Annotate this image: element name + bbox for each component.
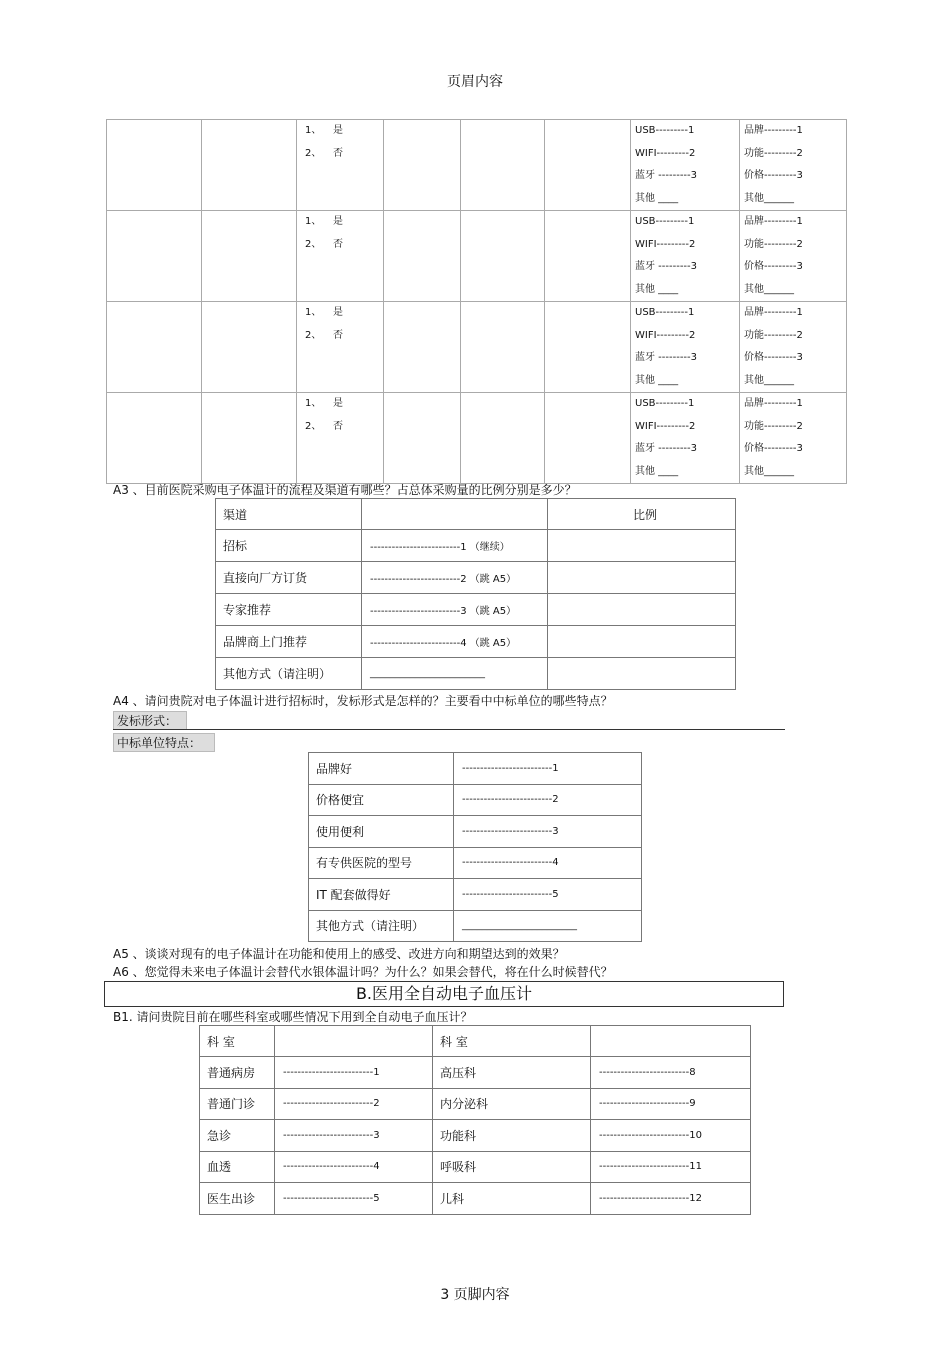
header-code — [362, 499, 548, 530]
channel-table — [215, 498, 736, 690]
table-row — [309, 753, 642, 785]
factor-option: 功能---------2 — [744, 420, 803, 432]
department-code: -------------------------11 — [591, 1151, 751, 1183]
feature-code: _______________________ — [454, 910, 642, 942]
table-cell — [461, 211, 545, 302]
department-code: -------------------------12 — [591, 1183, 751, 1215]
table-row — [107, 302, 847, 393]
yes-no-option — [297, 120, 383, 143]
table-row — [200, 1183, 751, 1215]
yes-no-option — [297, 234, 383, 257]
factor-cell — [740, 120, 847, 211]
yes-no-option — [297, 325, 383, 348]
table-cell — [107, 211, 202, 302]
department-code: -------------------------3 — [275, 1120, 433, 1152]
channel-code: -------------------------4 （跳 A5） — [362, 626, 548, 658]
connection-option: WIFI---------2 — [635, 420, 696, 432]
table-cell — [384, 211, 461, 302]
factor-option: 其他______ — [744, 374, 794, 386]
table-row — [200, 1057, 751, 1089]
connection-option: 其他 ____ — [635, 192, 679, 204]
table-cell — [202, 302, 297, 393]
header-dept-right: 科 室 — [433, 1026, 591, 1057]
department-name: 急诊 — [200, 1120, 275, 1152]
table-row — [216, 594, 736, 626]
factor-option: 功能---------2 — [744, 329, 803, 341]
factor-option: 品牌---------1 — [744, 307, 803, 318]
connection-option: 蓝牙 ---------3 — [635, 443, 698, 454]
table-row — [216, 626, 736, 658]
channel-ratio — [548, 562, 736, 594]
yes-no-cell — [297, 211, 384, 302]
channel-name: 直接向厂方订货 — [216, 562, 362, 594]
table-cell — [107, 393, 202, 484]
question-a4: A4 、请问贵院对电子体温计进行招标时，发标形式是怎样的？主要看中中标单位的哪些特点？ — [113, 694, 613, 708]
channel-name: 专家推荐 — [216, 594, 362, 626]
table-cell — [202, 211, 297, 302]
feature-code: -------------------------1 — [454, 753, 642, 785]
connection-option: USB---------1 — [635, 398, 695, 409]
factor-option: 价格---------3 — [744, 261, 803, 272]
factor-cell — [740, 211, 847, 302]
yes-no-option — [297, 143, 383, 166]
feature-name: 价格便宜 — [309, 784, 454, 816]
table-row — [309, 879, 642, 911]
table-cell — [202, 393, 297, 484]
features-table — [308, 752, 642, 942]
feature-name: IT 配套做得好 — [309, 879, 454, 911]
table-row — [200, 1120, 751, 1152]
table-cell — [107, 120, 202, 211]
table-cell — [384, 120, 461, 211]
yes-no-option — [297, 393, 383, 416]
table-row — [309, 847, 642, 879]
factor-option: 价格---------3 — [744, 443, 803, 454]
factor-option: 其他______ — [744, 192, 794, 204]
option-text: 否 — [333, 329, 343, 341]
option-number: 1、 — [305, 398, 322, 409]
feature-code: -------------------------5 — [454, 879, 642, 911]
department-name: 儿科 — [433, 1183, 591, 1215]
option-number: 2、 — [305, 420, 322, 432]
header-blank-right — [591, 1026, 751, 1057]
yes-no-option — [297, 416, 383, 439]
page-footer: 3 页脚内容 — [440, 1287, 510, 1303]
feature-name: 有专供医院的型号 — [309, 847, 454, 879]
feature-name: 使用便利 — [309, 816, 454, 848]
question-a5: A5 、谈谈对现有的电子体温计在功能和使用上的感受、改进方向和期望达到的效果？ — [113, 947, 565, 961]
table-cell — [545, 211, 631, 302]
table-row — [107, 393, 847, 484]
feature-code: -------------------------4 — [454, 847, 642, 879]
option-text: 否 — [333, 420, 343, 432]
option-number: 2、 — [305, 147, 322, 159]
department-code: -------------------------9 — [591, 1088, 751, 1120]
option-number: 2、 — [305, 329, 322, 341]
table-cell — [545, 393, 631, 484]
factor-option: 其他______ — [744, 465, 794, 477]
table-row — [216, 658, 736, 690]
factor-cell — [740, 302, 847, 393]
page-header: 页眉内容 — [447, 74, 503, 90]
connection-cell — [631, 120, 740, 211]
option-number: 1、 — [305, 125, 322, 136]
department-name: 医生出诊 — [200, 1183, 275, 1215]
table-cell — [384, 302, 461, 393]
channel-name: 招标 — [216, 530, 362, 562]
option-text: 是 — [333, 398, 343, 409]
factor-option: 功能---------2 — [744, 147, 803, 159]
factor-option: 品牌---------1 — [744, 125, 803, 136]
feature-code: -------------------------2 — [454, 784, 642, 816]
table-row — [216, 562, 736, 594]
yes-no-cell — [297, 393, 384, 484]
department-name: 普通门诊 — [200, 1088, 275, 1120]
factor-option: 功能---------2 — [744, 238, 803, 250]
connection-option: 其他 ____ — [635, 283, 679, 295]
yes-no-option — [297, 302, 383, 325]
connection-option: USB---------1 — [635, 125, 695, 136]
option-text: 否 — [333, 238, 343, 250]
channel-code: _______________________ — [362, 658, 548, 690]
connection-cell — [631, 211, 740, 302]
factor-option: 其他______ — [744, 283, 794, 295]
option-number: 1、 — [305, 307, 322, 318]
question-a6: A6 、您觉得未来电子体温计会替代水银体温计吗？为什么？如果会替代，将在什么时候替代？ — [113, 965, 613, 979]
connection-option: WIFI---------2 — [635, 238, 696, 250]
header-blank-left — [275, 1026, 433, 1057]
channel-code: -------------------------3 （跳 A5） — [362, 594, 548, 626]
header-dept-left: 科 室 — [200, 1026, 275, 1057]
channel-ratio — [548, 626, 736, 658]
department-name: 普通病房 — [200, 1057, 275, 1089]
section-b-title: B.医用全自动电子血压计 — [104, 981, 784, 1007]
table-row — [107, 211, 847, 302]
winner-features-label: 中标单位特点： — [113, 733, 215, 752]
table-cell — [107, 302, 202, 393]
table-row — [200, 1151, 751, 1183]
department-name: 高压科 — [433, 1057, 591, 1089]
table-cell — [545, 302, 631, 393]
channel-name: 其他方式（请注明） — [216, 658, 362, 690]
option-text: 是 — [333, 216, 343, 227]
channel-ratio — [548, 530, 736, 562]
table-row — [216, 530, 736, 562]
department-name: 血透 — [200, 1151, 275, 1183]
connection-cell — [631, 302, 740, 393]
department-code: -------------------------2 — [275, 1088, 433, 1120]
connection-cell — [631, 393, 740, 484]
connection-option: 蓝牙 ---------3 — [635, 170, 698, 181]
table-row — [309, 784, 642, 816]
channel-code: -------------------------2 （跳 A5） — [362, 562, 548, 594]
table-cell — [461, 393, 545, 484]
table-row — [309, 910, 642, 942]
connection-option: WIFI---------2 — [635, 329, 696, 341]
option-text: 是 — [333, 125, 343, 136]
header-ratio: 比例 — [548, 499, 736, 530]
feature-name: 品牌好 — [309, 753, 454, 785]
option-text: 是 — [333, 307, 343, 318]
device-table — [106, 119, 847, 484]
question-b1: B1. 请问贵院目前在哪些科室或哪些情况下用到全自动电子血压计？ — [113, 1010, 473, 1024]
channel-ratio — [548, 594, 736, 626]
table-cell — [461, 120, 545, 211]
table-row — [309, 816, 642, 848]
channel-name: 品牌商上门推荐 — [216, 626, 362, 658]
yes-no-cell — [297, 302, 384, 393]
department-code: -------------------------1 — [275, 1057, 433, 1089]
option-number: 2、 — [305, 238, 322, 250]
channel-ratio — [548, 658, 736, 690]
table-row — [107, 120, 847, 211]
bid-form-line — [113, 729, 785, 730]
department-code: -------------------------4 — [275, 1151, 433, 1183]
connection-option: USB---------1 — [635, 307, 695, 318]
department-code: -------------------------10 — [591, 1120, 751, 1152]
yes-no-option — [297, 211, 383, 234]
table-cell — [384, 393, 461, 484]
option-text: 否 — [333, 147, 343, 159]
connection-option: 其他 ____ — [635, 465, 679, 477]
feature-name: 其他方式（请注明） — [309, 910, 454, 942]
connection-option: USB---------1 — [635, 216, 695, 227]
factor-option: 品牌---------1 — [744, 398, 803, 409]
connection-option: 其他 ____ — [635, 374, 679, 386]
feature-code: -------------------------3 — [454, 816, 642, 848]
header-channel: 渠道 — [216, 499, 362, 530]
table-row — [200, 1088, 751, 1120]
bid-form-label: 发标形式： — [113, 711, 187, 730]
factor-option: 品牌---------1 — [744, 216, 803, 227]
factor-option: 价格---------3 — [744, 352, 803, 363]
factor-option: 价格---------3 — [744, 170, 803, 181]
connection-option: 蓝牙 ---------3 — [635, 261, 698, 272]
table-cell — [202, 120, 297, 211]
department-table — [199, 1025, 751, 1215]
department-name: 功能科 — [433, 1120, 591, 1152]
department-code: -------------------------8 — [591, 1057, 751, 1089]
connection-option: 蓝牙 ---------3 — [635, 352, 698, 363]
table-cell — [545, 120, 631, 211]
connection-option: WIFI---------2 — [635, 147, 696, 159]
factor-cell — [740, 393, 847, 484]
table-cell — [461, 302, 545, 393]
yes-no-cell — [297, 120, 384, 211]
channel-code: -------------------------1 （继续） — [362, 530, 548, 562]
option-number: 1、 — [305, 216, 322, 227]
department-name: 呼吸科 — [433, 1151, 591, 1183]
question-a3: A3 、目前医院采购电子体温计的流程及渠道有哪些？占总体采购量的比例分别是多少？ — [113, 483, 577, 497]
department-code: -------------------------5 — [275, 1183, 433, 1215]
department-name: 内分泌科 — [433, 1088, 591, 1120]
